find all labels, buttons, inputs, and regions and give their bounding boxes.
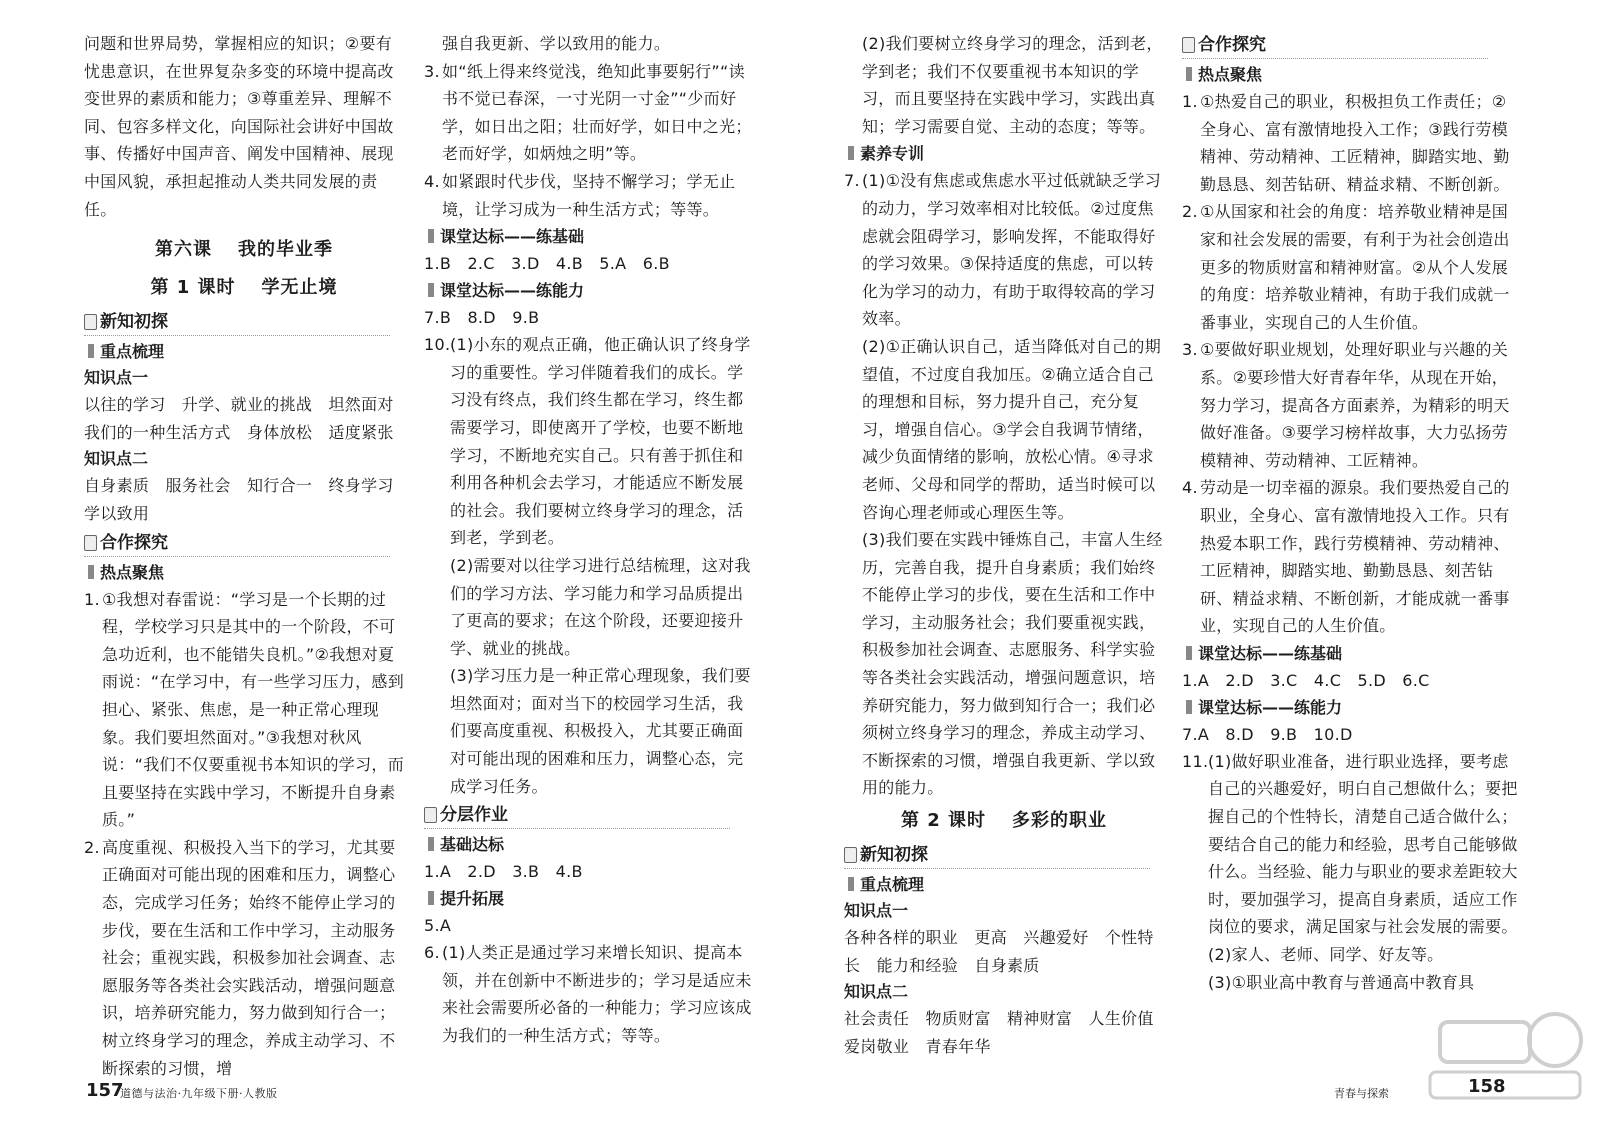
section-icon (84, 535, 97, 551)
subsection-heading (84, 559, 404, 586)
answer-key: 1.B 2.C 3.D 4.B 5.A 6.B (424, 254, 670, 274)
bar-icon (1186, 700, 1192, 714)
item-number: 4. (424, 171, 440, 191)
bar-icon (428, 283, 434, 297)
unit-name: 我的毕业季 (238, 239, 333, 261)
subsection-title: 课堂达标——练基础 (1198, 643, 1343, 663)
subsection-title: 重点梳理 (860, 875, 925, 895)
answer-key: 1.A 2.D 3.B 4.B (424, 862, 583, 882)
answer-key: 7.A 8.D 9.B 10.D (1182, 724, 1353, 744)
paragraph: 问题和世界局势，掌握相应的知识；②要有忧患意识，在世界复杂多变的环境中提高改变世界的素质和能力；③尊重差异、理解不同、包容多样文化，向国际社会讲好中国故事、传播好中国声音、阐发中国精神、展现中国风貌，承担起推动人类共同发展的责任。 (84, 34, 394, 219)
item-number: 1. (1182, 92, 1198, 111)
item-number: 10. (424, 335, 451, 355)
column-4 (1182, 30, 1518, 996)
answer-item (1182, 198, 1518, 336)
item-text: ①热爱自己的职业，积极担负工作责任；②全身心、富有激情地投入工作；③践行劳模精神、劳动精神、工匠精神，脚踏实地、勤勤恳恳、刻苦钻研、精益求精、不断创新。 (1200, 92, 1510, 194)
knowledge-point-text: 自身素质 服务社会 知行合一 终身学习 学以致用 (84, 476, 411, 523)
section-title: 合作探究 (100, 532, 168, 553)
subsection-heading (1182, 61, 1518, 88)
subsection-title: 重点梳理 (100, 342, 165, 362)
section-heading (1182, 32, 1488, 59)
answer-item (1182, 88, 1518, 198)
knowledge-point-label: 知识点二 (844, 982, 909, 1002)
paragraph: (2)我们要树立终身学习的理念，活到老，学到老；我们不仅要重视书本知识的学习，而且要坚持在实践中学习，实践出真知；学习需要自觉、主动的态度；等等。 (862, 34, 1163, 136)
lesson-heading (84, 269, 404, 307)
item-text: ①要做好职业规划，处理好职业与兴趣的关系。②要珍惜大好青春年华，从现在开始，努力学习，提高各方面素养，为精彩的明天做好准备。③要学习榜样故事，大力弘扬劳模精神、劳动精神、工匠精神。 (1200, 340, 1510, 470)
bar-icon (1186, 67, 1192, 81)
lesson-number: 第 2 课时 (900, 810, 987, 832)
page-number-left: 157 (86, 1080, 124, 1101)
knowledge-point-text: 以往的学习 升学、就业的挑战 坦然面对 我们的一种生活方式 身体放松 适度紧张 (84, 395, 411, 442)
knowledge-point-text: 各种各样的职业 更高 兴趣爱好 个性特长 能力和经验 自身素质 (844, 928, 1154, 975)
answer-item (844, 167, 1164, 802)
answer-item (84, 834, 404, 1082)
subsection-title: 热点聚焦 (100, 562, 165, 582)
subsection-title: 基础达标 (440, 835, 505, 855)
column-3 (844, 30, 1171, 1060)
bar-icon (848, 877, 854, 891)
answer-item (1182, 474, 1518, 640)
subsection-heading (424, 885, 756, 912)
paragraph: 强自我更新、学以致用的能力。 (442, 34, 671, 53)
answer-item (424, 331, 756, 800)
bar-icon (1186, 646, 1192, 660)
column-1 (84, 30, 411, 1082)
bar-icon (428, 837, 434, 851)
item-number: 1. (84, 589, 100, 609)
bar-icon (88, 565, 94, 579)
subsection-title: 课堂达标——练能力 (440, 281, 585, 301)
knowledge-point-label: 知识点一 (844, 901, 909, 921)
section-heading (844, 842, 1150, 869)
section-title: 合作探究 (1198, 35, 1266, 55)
section-heading (84, 309, 390, 336)
unit-number: 第六课 (155, 239, 212, 261)
subsection-title: 素养专训 (860, 144, 925, 164)
item-number: 7. (844, 171, 860, 191)
item-text: (3)我们要在实践中锤炼自己，丰富人生经历，完善自我，提升自身素质；我们始终不能停止学习的步伐，要在生活和工作中学习，主动服务社会；我们要重视实践，积极参加社会调查、志愿服务、科学实验等各类社会实践活动，增强问题意识，培养研究能力，努力做到知行合一；我们必须树立终身学习的理念，养成主动学习、不断探索的习惯，增强自我更新、学以致用的能力。 (862, 530, 1163, 798)
section-icon (84, 314, 97, 330)
item-text: 高度重视、积极投入当下的学习，尤其要正确面对可能出现的困难和压力，调整心态，完成学习任务；始终不能停止学习的步伐，要在生活和工作中学习，主动服务社会；重视实践，积极参加社会调查、志愿服务等各类社会实践活动，增强问题意识，培养研究能力，努力做到知行合一；树立终身学习的理念，养成主动学习、不断探索的习惯，增 (102, 837, 396, 1078)
subsection-title: 课堂达标——练基础 (440, 227, 585, 247)
item-text: (1)①没有焦虑或焦虑水平过低就缺乏学习的动力，学习效率相对比较低。②过度焦虑就会阻碍学习，影响发挥，不能取得好的学习效果。③保持适度的焦虑，可以转化为学习的动力，有助于取得较高的学习效率。 (862, 171, 1162, 329)
subsection-heading (844, 140, 1164, 167)
answer-key: 1.A 2.D 3.C 4.C 5.D 6.C (1182, 670, 1430, 690)
subsection-heading (1182, 640, 1518, 667)
subsection-heading (844, 871, 1164, 898)
unit-heading (84, 231, 404, 269)
item-text: (1)小东的观点正确，他正确认识了终身学习的重要性。学习伴随着我们的成长。学习没有终点，我们终生都在学习，终生都需要学习，即使离开了学校，也要不断地学习，不断地充实自己。只有善于抓住和利用各种机会去学习，才能适应不断发展的社会。我们要树立终身学习的理念，活到老，学到老。 (450, 335, 751, 548)
bar-icon (88, 344, 94, 358)
section-title: 新知初探 (100, 312, 168, 333)
item-number: 2. (1182, 202, 1198, 222)
column-2 (424, 30, 756, 1050)
item-text: (3)学习压力是一种正常心理现象，我们要坦然面对；面对当下的校园学习生活，我们要高度重视、积极投入，尤其要正确面对可能出现的困难和压力，调整心态，完成学习任务。 (450, 666, 751, 796)
item-text: (2)家人、老师、同学、好友等。 (1208, 945, 1444, 965)
answer-key: 5.A (424, 916, 452, 936)
item-text: 劳动是一切幸福的源泉。我们要热爱自己的职业，全身心、富有激情地投入工作。只有热爱本职工作，践行劳模精神、劳动精神、工匠精神，脚踏实地、勤勤恳恳、刻苦钻研、精益求精、不断创新，才能成就一番事业，实现自己的人生价值。 (1200, 478, 1510, 636)
section-title: 分层作业 (440, 805, 508, 826)
lesson-name: 多彩的职业 (1012, 810, 1108, 832)
item-number: 4. (1182, 478, 1198, 498)
bar-icon (848, 146, 854, 160)
lesson-number: 第 1 课时 (150, 277, 236, 299)
subsection-heading (424, 831, 756, 858)
item-number: 3. (1182, 340, 1198, 360)
section-icon (1182, 37, 1195, 53)
subsection-title: 热点聚焦 (1198, 65, 1263, 84)
bar-icon (428, 229, 434, 243)
subsection-heading (1182, 694, 1518, 721)
lesson-name: 学无止境 (261, 277, 338, 299)
answer-item (1182, 336, 1518, 474)
footer-series-title: 青春与探索 (1334, 1087, 1389, 1100)
bar-icon (428, 891, 434, 905)
lesson-heading (844, 802, 1164, 840)
item-text: 如紧跟时代步伐，坚持不懈学习；学无止境，让学习成为一种生活方式；等等。 (442, 171, 736, 219)
subsection-heading (84, 338, 404, 365)
page-number-right: 158 (1468, 1076, 1506, 1097)
item-text: 如“纸上得来终觉浅，绝知此事要躬行”“读书不觉已春深，一寸光阴一寸金”“少而好学，如日出之阳；壮而好学，如日中之光；老而好学，如炳烛之明”等。 (442, 61, 752, 164)
knowledge-point-label: 知识点二 (84, 449, 149, 469)
knowledge-point-text: 社会责任 物质财富 精神财富 人生价值 爱岗敬业 青春年华 (844, 1009, 1171, 1056)
answer-item (424, 168, 756, 223)
answer-key: 7.B 8.D 9.B (424, 308, 540, 328)
subsection-title: 提升拓展 (440, 889, 505, 909)
item-text: (1)做好职业准备，进行职业选择，要考虑自己的兴趣爱好，明白自己想做什么；要把握自己的个性特长，清楚自己适合做什么；要结合自己的能力和经验，思考自己能够做什么。当经验、能力与职业的要求差距较大时，要加强学习，提高自身素质，适应工作岗位的要求，满足国家与社会发展的需要。 (1208, 751, 1518, 937)
section-heading (84, 530, 390, 557)
item-text: (2)①正确认识自己，适当降低对自己的期望值，不过度自我加压。②确立适合自己的理想和目标，努力提升自己，充分复习，增强自信心。③学会自我调节情绪，减少负面情绪的影响，放松心情。④寻求老师、父母和同学的帮助，适当时候可以咨询心理老师或心理医生等。 (862, 336, 1162, 522)
section-heading (424, 802, 730, 829)
section-title: 新知初探 (860, 845, 928, 866)
item-number: 6. (424, 943, 440, 963)
footer-book-title: 道德与法治·九年级下册·人教版 (120, 1087, 278, 1100)
item-number: 2. (84, 837, 100, 857)
item-text: (3)①职业高中教育与普通高中教育具 (1208, 972, 1475, 992)
answer-item (84, 586, 404, 834)
item-text: ①从国家和社会的角度：培养敬业精神是国家和社会发展的需要，有利于为社会创造出更多的物质财富和精神财富。②从个人发展的角度：培养敬业精神，有助于我们成就一番事业，实现自己的人生价值。 (1200, 202, 1510, 332)
item-text: (1)人类正是通过学习来增长知识、提高本领，并在创新中不断进步的；学习是适应未来社会需要所必备的一种能力；学习应该成为我们的一种生活方式；等等。 (442, 943, 752, 1046)
subsection-title: 课堂达标——练能力 (1198, 697, 1343, 717)
section-icon (424, 807, 437, 823)
watermark-logo (1420, 1000, 1590, 1110)
item-text: (2)需要对以往学习进行总结梳理，这对我们的学习方法、学习能力和学习品质提出了更高的要求；在这个阶段，还要迎接升学、就业的挑战。 (450, 555, 751, 658)
knowledge-point-label: 知识点一 (84, 368, 149, 388)
item-number: 11. (1182, 751, 1209, 771)
section-icon (844, 847, 857, 863)
answer-item (424, 939, 756, 1049)
item-number: 3. (424, 61, 440, 81)
subsection-heading (424, 223, 756, 250)
subsection-heading (424, 277, 756, 304)
item-text: ①我想对春雷说：“学习是一个长期的过程，学校学习只是其中的一个阶段，不可急功近利，也不能错失良机。”②我想对夏雨说：“在学习中，有一些学习压力，感到担心、紧张、焦虑，是一种正常心理现象。我们要坦然面对。”③我想对秋风说：“我们不仅要重视书本知识的学习，而且要坚持在实践中学习，不断提升自身素质。” (102, 589, 404, 830)
answer-item (1182, 748, 1518, 996)
answer-item (424, 58, 756, 168)
